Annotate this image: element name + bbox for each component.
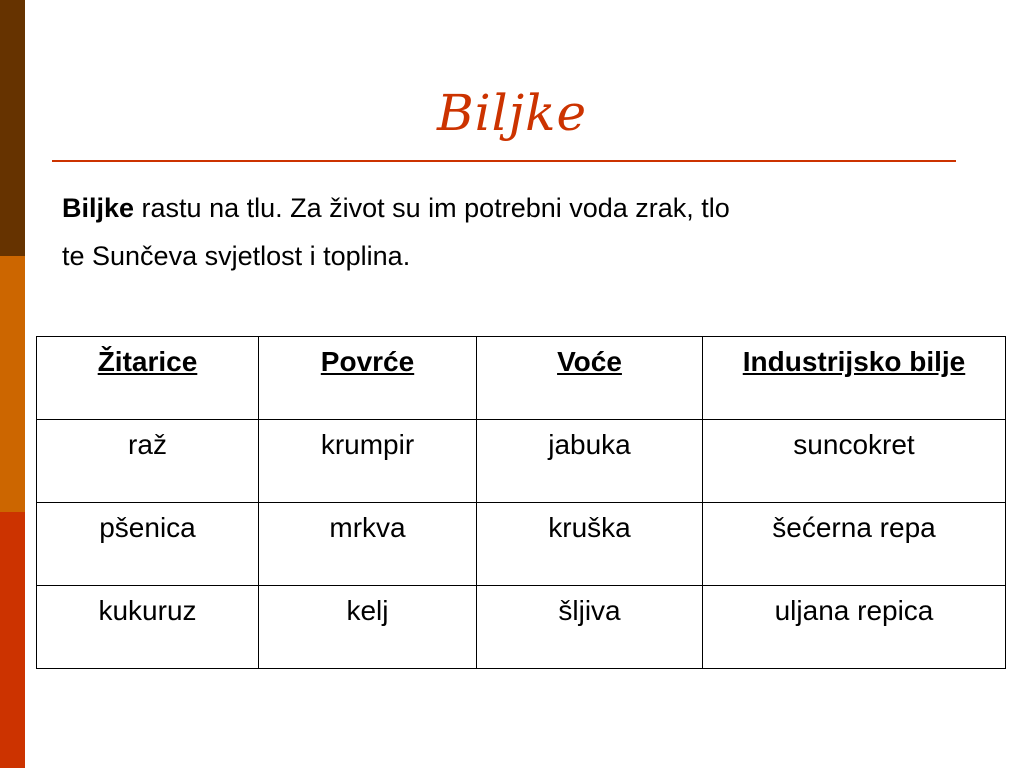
table-cell: krumpir	[259, 420, 477, 503]
header-zitarice: Žitarice	[37, 337, 259, 420]
table-cell: šljiva	[477, 586, 703, 669]
table-cell: uljana repica	[703, 586, 1006, 669]
intro-bold-word: Biljke	[62, 193, 135, 223]
table-cell: šećerna repa	[703, 503, 1006, 586]
table-row	[37, 586, 1006, 669]
table-cell: mrkva	[259, 503, 477, 586]
plants-table	[36, 336, 1006, 669]
side-bar-middle	[0, 256, 25, 512]
side-bar-bottom	[0, 512, 25, 768]
header-povrce: Povrće	[259, 337, 477, 420]
table-row	[37, 420, 1006, 503]
intro-text-line2: te Sunčeva svjetlost i toplina.	[62, 241, 411, 271]
table-cell: kruška	[477, 503, 703, 586]
table-header-row	[37, 337, 1006, 420]
intro-text: rastu na tlu. Za život su im potrebni voda zrak, tlo	[134, 193, 730, 223]
table-row	[37, 503, 1006, 586]
table-cell: pšenica	[37, 503, 259, 586]
table-cell: jabuka	[477, 420, 703, 503]
header-voce: Voće	[477, 337, 703, 420]
slide-title: Biljke	[436, 84, 588, 142]
header-industrijsko-bilje: Industrijsko bilje	[703, 337, 1006, 420]
table-cell: kukuruz	[37, 586, 259, 669]
table-cell: raž	[37, 420, 259, 503]
title-divider	[52, 160, 956, 162]
table-cell: suncokret	[703, 420, 1006, 503]
intro-paragraph	[62, 184, 962, 280]
table-cell: kelj	[259, 586, 477, 669]
